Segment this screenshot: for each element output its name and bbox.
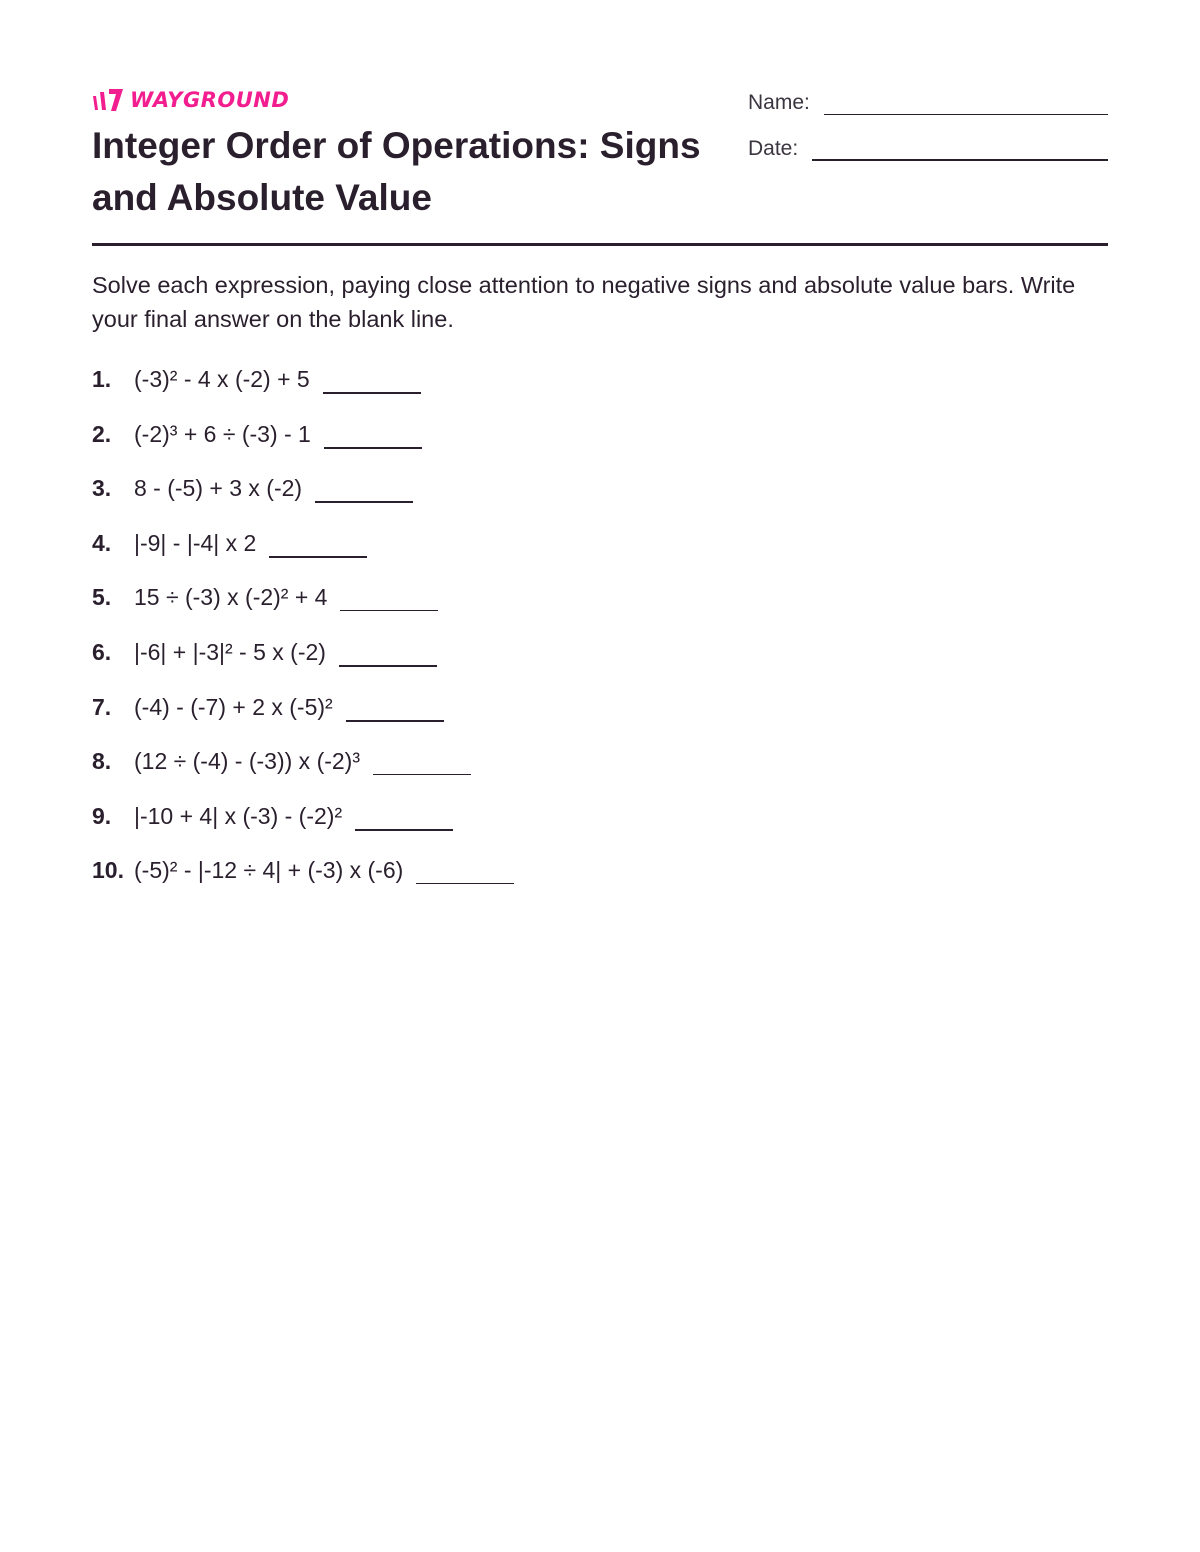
date-field <box>748 133 1108 161</box>
question-item <box>92 744 514 799</box>
question-number: 5. <box>92 584 112 611</box>
question-expression: (-4) - (-7) + 2 x (-5)² <box>134 693 333 720</box>
question-expression: (-3)² - 4 x (-2) + 5 <box>134 366 310 392</box>
wayground-logo-icon <box>92 88 124 112</box>
question-item <box>92 690 514 745</box>
question-expression: 15 ÷ (-3) x (-2)² + 4 <box>134 584 328 611</box>
question-item <box>92 635 514 690</box>
page-title: Integer Order of Operations: Signs and Absolute Value <box>92 125 701 218</box>
instructions: Solve each expression, paying close attention to negative signs and absolute value bars. Write your final answer on the blank line. <box>92 272 1076 332</box>
question-expression: (-2)³ + 6 ÷ (-3) - 1 <box>134 420 311 447</box>
answer-blank[interactable] <box>339 635 437 667</box>
answer-blank[interactable] <box>416 853 514 884</box>
brand-logo <box>92 86 289 114</box>
name-input-line[interactable] <box>824 88 1108 115</box>
question-expression: |-6| + |-3|² - 5 x (-2) <box>134 638 326 665</box>
answer-blank[interactable] <box>346 690 444 722</box>
question-number: 6. <box>92 638 112 665</box>
question-number: 3. <box>92 475 112 502</box>
question-expression: |-10 + 4| x (-3) - (-2)² <box>134 802 343 829</box>
question-item <box>92 526 514 581</box>
answer-blank[interactable] <box>269 526 367 558</box>
date-input-line[interactable] <box>812 133 1108 161</box>
question-item <box>92 362 514 417</box>
question-expression: (12 ÷ (-4) - (-3)) x (-2)³ <box>134 748 360 775</box>
question-item <box>92 471 514 526</box>
brand-name: WAYGROUND <box>130 88 290 112</box>
answer-blank[interactable] <box>323 362 421 394</box>
question-item <box>92 853 514 908</box>
question-item <box>92 580 514 635</box>
question-number: 8. <box>92 748 112 775</box>
question-list <box>92 362 514 908</box>
question-number: 1. <box>92 366 112 392</box>
name-field <box>748 88 1108 115</box>
question-item <box>92 417 514 472</box>
date-label: Date: <box>748 137 799 160</box>
answer-blank[interactable] <box>355 799 453 831</box>
question-number: 9. <box>92 802 112 829</box>
question-expression: (-5)² - |-12 ÷ 4| + (-3) x (-6) <box>134 857 404 884</box>
question-item <box>92 799 514 854</box>
answer-blank[interactable] <box>373 744 471 775</box>
name-label: Name: <box>748 91 810 114</box>
question-number: 10. <box>92 857 124 884</box>
question-number: 7. <box>92 693 112 720</box>
question-expression: |-9| - |-4| x 2 <box>134 529 257 556</box>
question-expression: 8 - (-5) + 3 x (-2) <box>134 475 303 502</box>
question-number: 4. <box>92 529 112 556</box>
answer-blank[interactable] <box>315 471 413 503</box>
answer-blank[interactable] <box>340 580 438 611</box>
header-divider <box>92 243 1108 246</box>
question-number: 2. <box>92 420 112 447</box>
answer-blank[interactable] <box>324 417 422 449</box>
